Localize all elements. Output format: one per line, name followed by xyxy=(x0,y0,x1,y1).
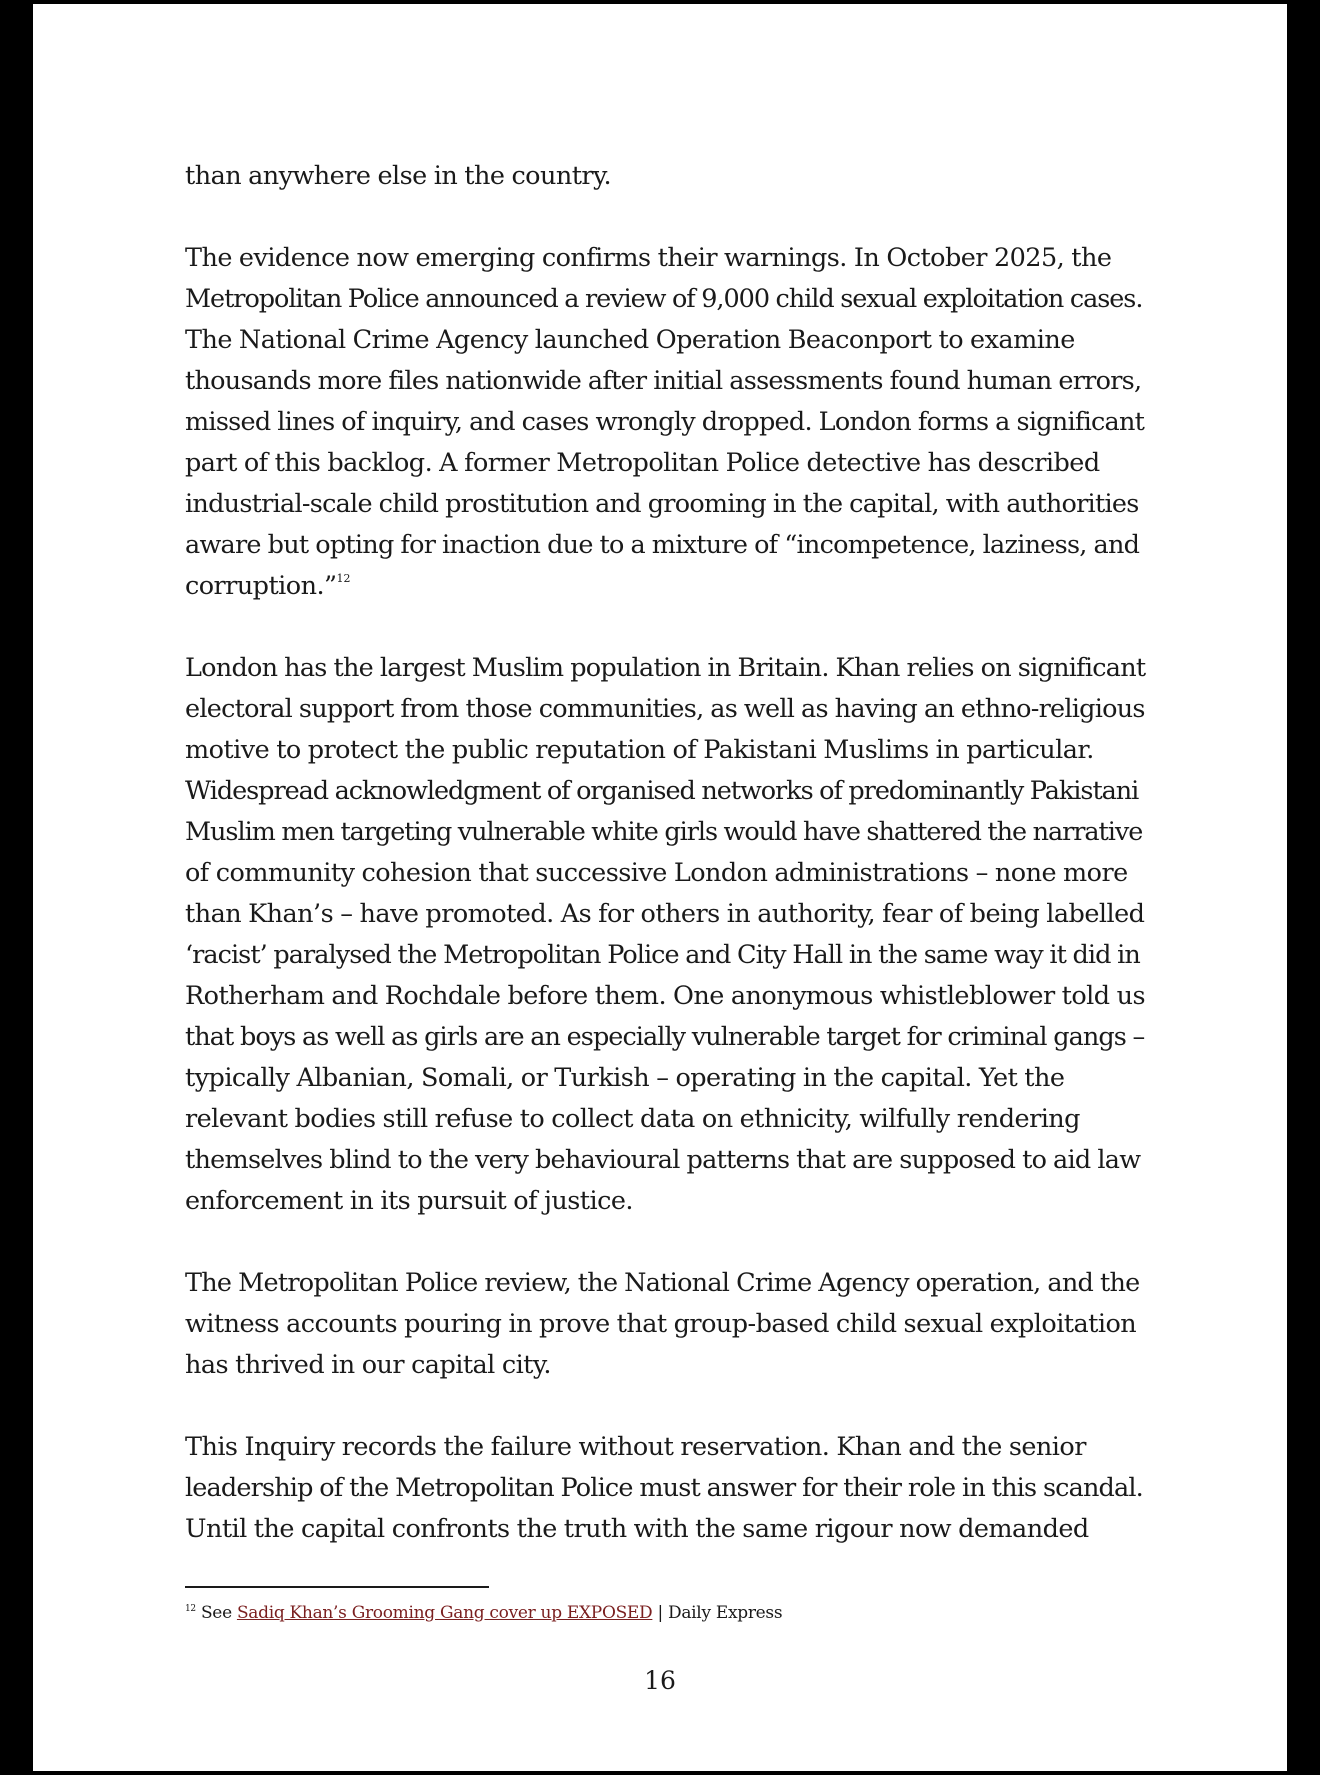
text-line: Muslim men targeting vulnerable white girls would have shattered the narrative xyxy=(185,817,1143,847)
text-line: witness accounts pouring in prove that group-based child sexual exploitation xyxy=(185,1309,1137,1339)
paragraph xyxy=(185,1263,1140,1386)
text-line: typically Albanian, Somali, or Turkish – operating in the capital. Yet the xyxy=(185,1063,1065,1093)
text-line: relevant bodies still refuse to collect data on ethnicity, wilfully rendering xyxy=(185,1104,1080,1134)
paragraph xyxy=(185,1427,1143,1550)
text-line: of community cohesion that successive London administrations – none more xyxy=(185,858,1128,888)
text-line: that boys as well as girls are an especially vulnerable target for criminal gangs – xyxy=(185,1022,1145,1052)
text-line-content: corruption.” xyxy=(185,571,337,601)
text-line: leadership of the Metropolitan Police must answer for their role in this scandal. xyxy=(185,1473,1143,1503)
text-line: than anywhere else in the country. xyxy=(185,161,612,191)
text-line: Until the capital confronts the truth with the same rigour now demanded xyxy=(185,1514,1089,1544)
text-line: than Khan’s – have promoted. As for others in authority, fear of being labelled xyxy=(185,899,1145,929)
text-line: Metropolitan Police announced a review of 9,000 child sexual exploitation cases. xyxy=(185,284,1143,314)
text-line xyxy=(185,566,1125,607)
footnote-reference[interactable]: 12 xyxy=(336,572,351,585)
text-line: London has the largest Muslim population in Britain. Khan relies on significant xyxy=(185,653,1146,683)
paragraph xyxy=(185,648,1146,1222)
text-line: has thrived in our capital city. xyxy=(185,1350,551,1380)
footnote-suffix: | Daily Express xyxy=(652,1603,783,1623)
paragraph xyxy=(185,156,1125,197)
text-line: This Inquiry records the failure without reservation. Khan and the senior xyxy=(185,1432,1086,1462)
body-text xyxy=(185,156,1146,1591)
footnote-number: 12 xyxy=(185,1604,196,1614)
text-line: The Metropolitan Police review, the National Crime Agency operation, and the xyxy=(185,1268,1140,1298)
text-line: themselves blind to the very behavioural patterns that are supposed to aid law xyxy=(185,1145,1141,1175)
footnote-divider xyxy=(185,1586,489,1588)
paragraph xyxy=(185,238,1145,607)
text-line: missed lines of inquiry, and cases wrongly dropped. London forms a significant xyxy=(185,407,1145,437)
text-line: The National Crime Agency launched Operation Beaconport to examine xyxy=(185,325,1075,355)
text-line: Widespread acknowledgment of organised networks of predominantly Pakistani xyxy=(185,776,1139,806)
text-line: ‘racist’ paralysed the Metropolitan Police and City Hall in the same way it did in xyxy=(185,940,1140,970)
text-line: Rotherham and Rochdale before them. One anonymous whistleblower told us xyxy=(185,981,1146,1011)
footnote xyxy=(185,1600,782,1626)
footnote-prefix: See xyxy=(195,1603,237,1623)
text-line: part of this backlog. A former Metropolitan Police detective has described xyxy=(185,448,1100,478)
text-line: motive to protect the public reputation of Pakistani Muslims in particular. xyxy=(185,735,1094,765)
text-line: enforcement in its pursuit of justice. xyxy=(185,1186,633,1216)
text-line: electoral support from those communities, as well as having an ethno-religious xyxy=(185,694,1145,724)
footnote-source-link[interactable]: Sadiq Khan’s Grooming Gang cover up EXPOSED xyxy=(236,1603,653,1623)
text-line: aware but opting for inaction due to a mixture of “incompetence, laziness, and xyxy=(185,530,1140,560)
document-page xyxy=(33,4,1287,1771)
text-line: The evidence now emerging confirms their warnings. In October 2025, the xyxy=(185,243,1112,273)
text-line: industrial-scale child prostitution and grooming in the capital, with authorities xyxy=(185,489,1139,519)
text-line: thousands more files nationwide after initial assessments found human errors, xyxy=(185,366,1142,396)
page-number: 16 xyxy=(644,1666,676,1695)
